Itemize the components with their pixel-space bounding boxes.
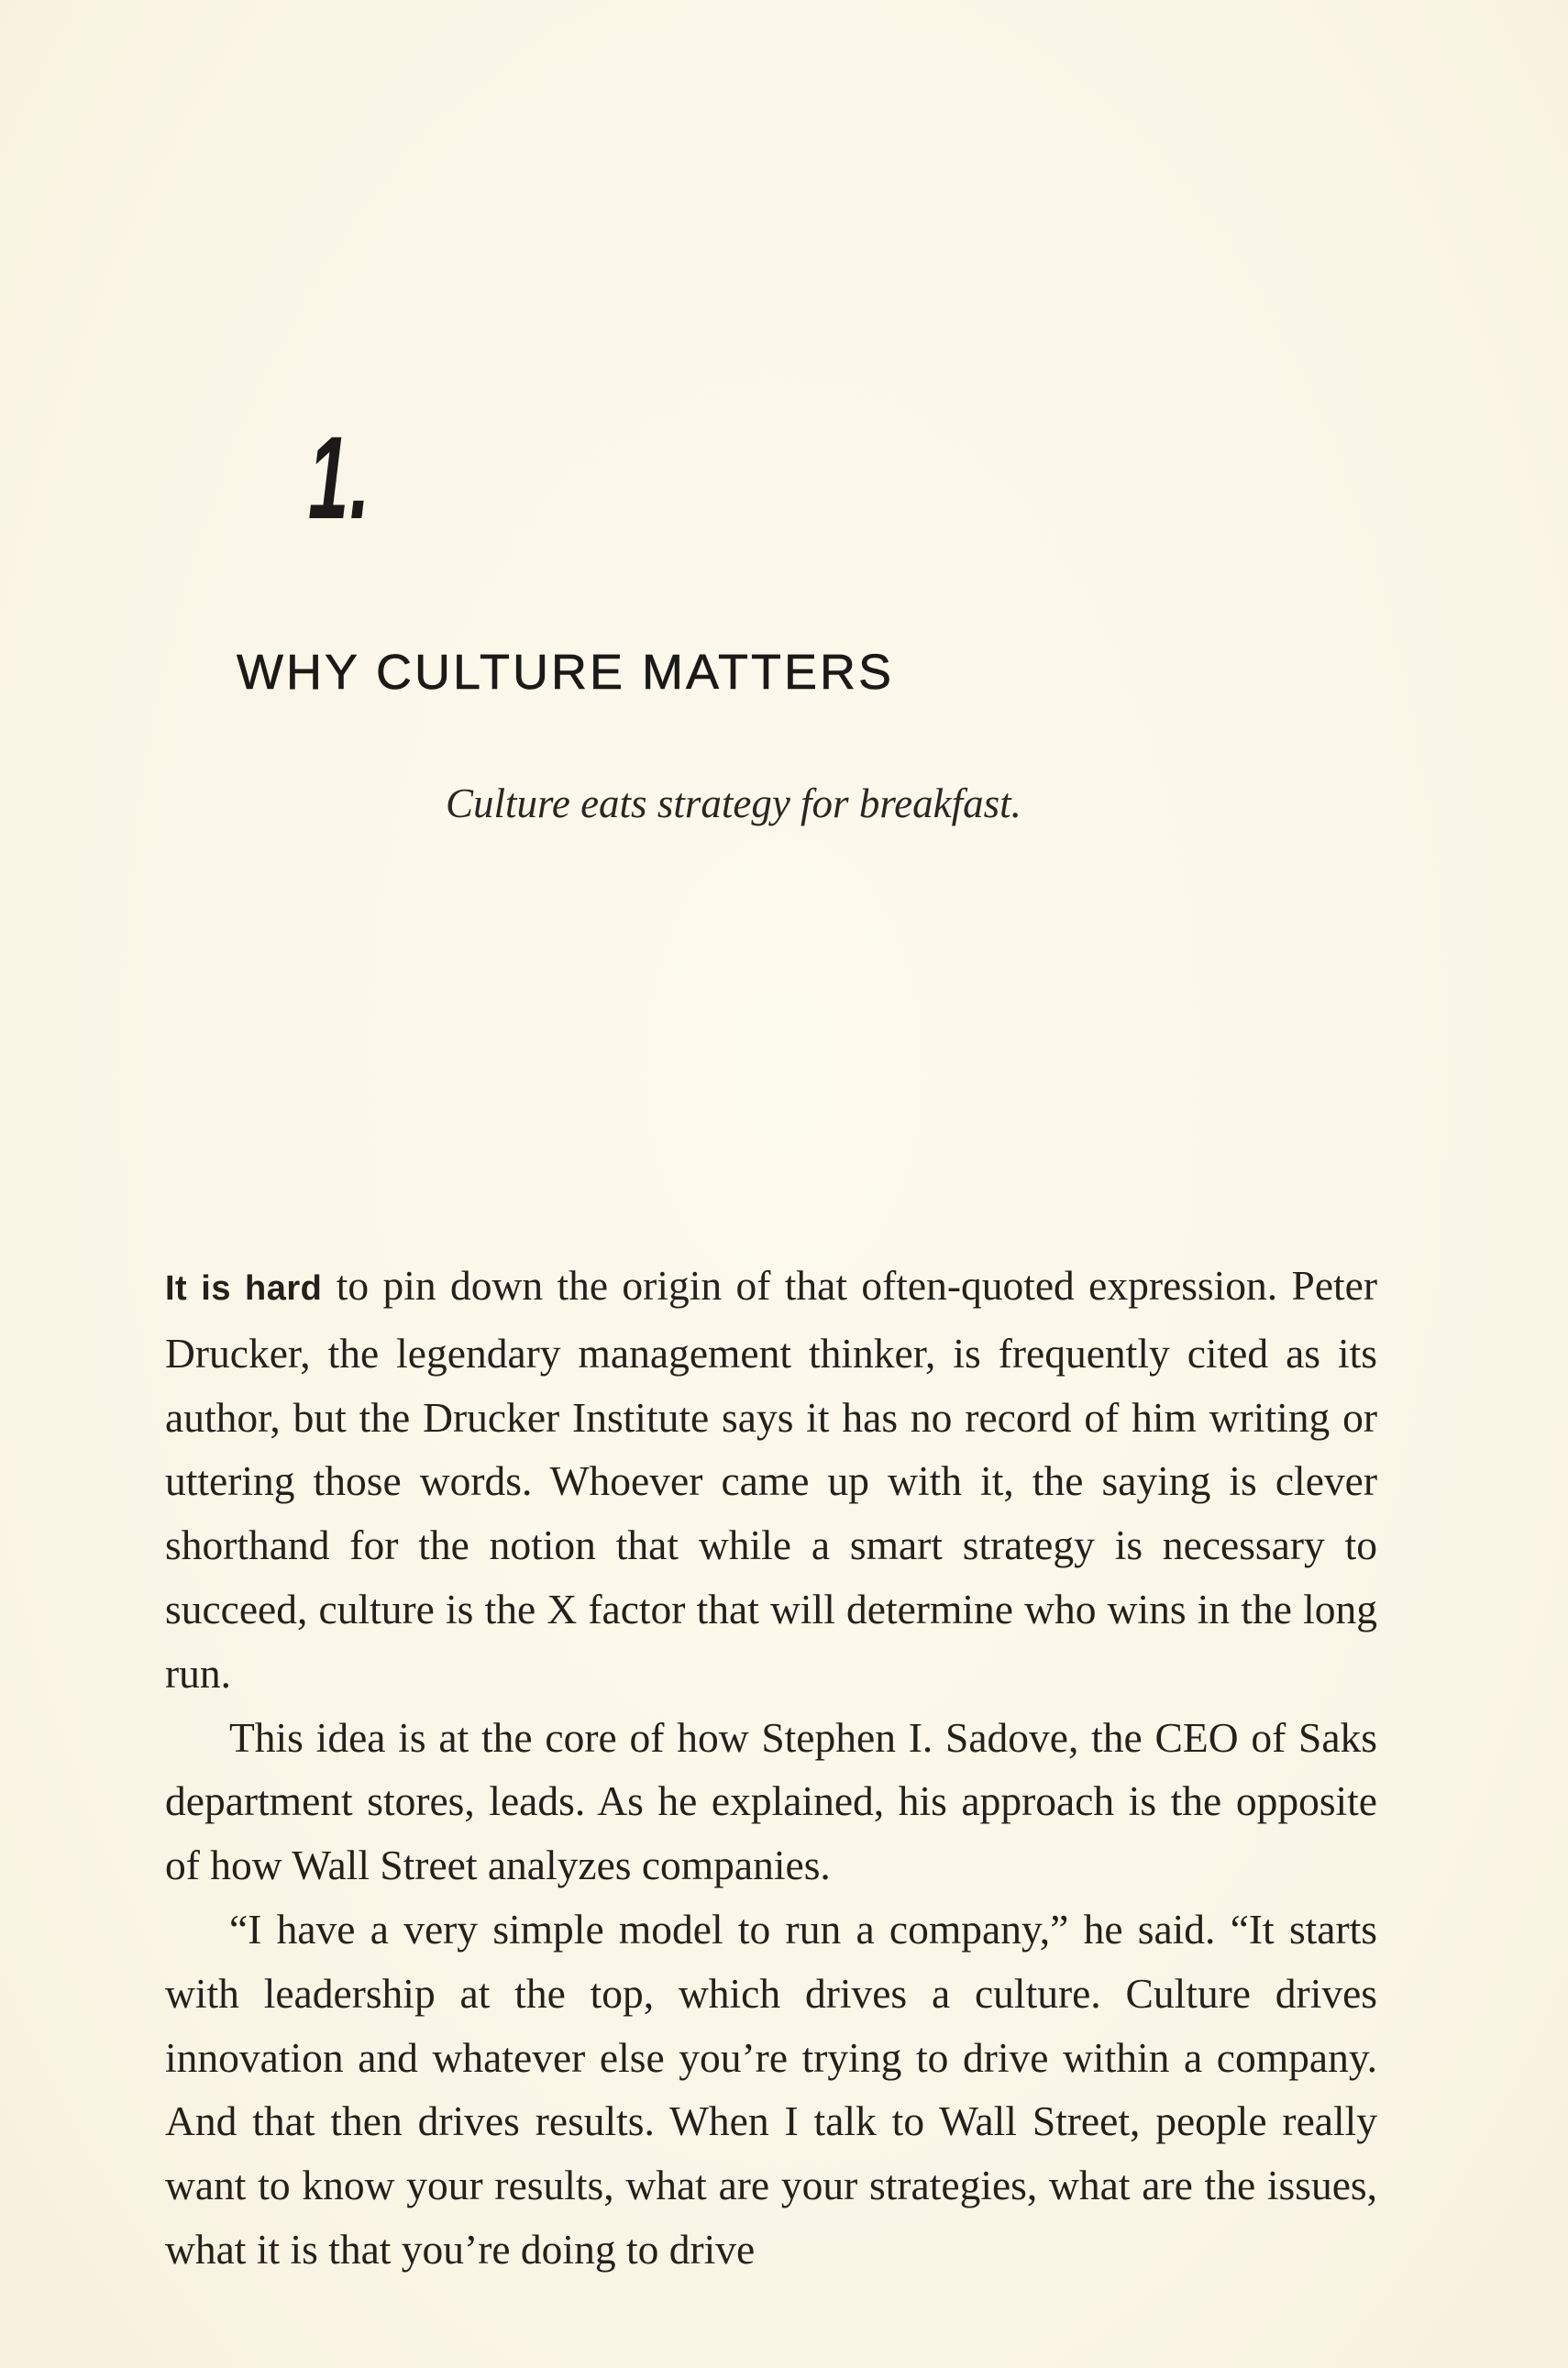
epigraph: Culture eats strategy for breakfast. [446,780,1021,826]
paragraph-3: “I have a very simple model to run a company,” he said. “It starts with leadership at the top, which drives a culture. Culture drives innovation and whatever else you’re trying to drive within a company. And that then drives results. When I talk to Wall Street, people really want to know your results, what are your strategies, what are the issues, what it is that you’re doing to drive [165,1905,1377,2273]
chapter-number: 1. [308,413,371,544]
paragraph-2: This idea is at the core of how Stephen I. Sadove, the CEO of Saks department stores, leads. As he explained, his approach is the opposite of how Wall Street analyzes companies. [165,1713,1377,1889]
paragraph-1 [165,1254,1377,1706]
paragraph-1-text: to pin down the origin of that often-quoted expression. Peter Drucker, the legendary management thinker, is frequently cited as its author, but the Drucker Institute says it has no record of him writing or uttering those words. Whoever came up with it, the saying is clever shorthand for the notion that while a smart strategy is necessary to succeed, culture is the X factor that will determine who wins in the long run. [165,1262,1377,1697]
lead-in-text: It is hard [165,1269,323,1308]
body-text [165,1254,1377,2282]
chapter-title: WHY CULTURE MATTERS [237,645,895,700]
